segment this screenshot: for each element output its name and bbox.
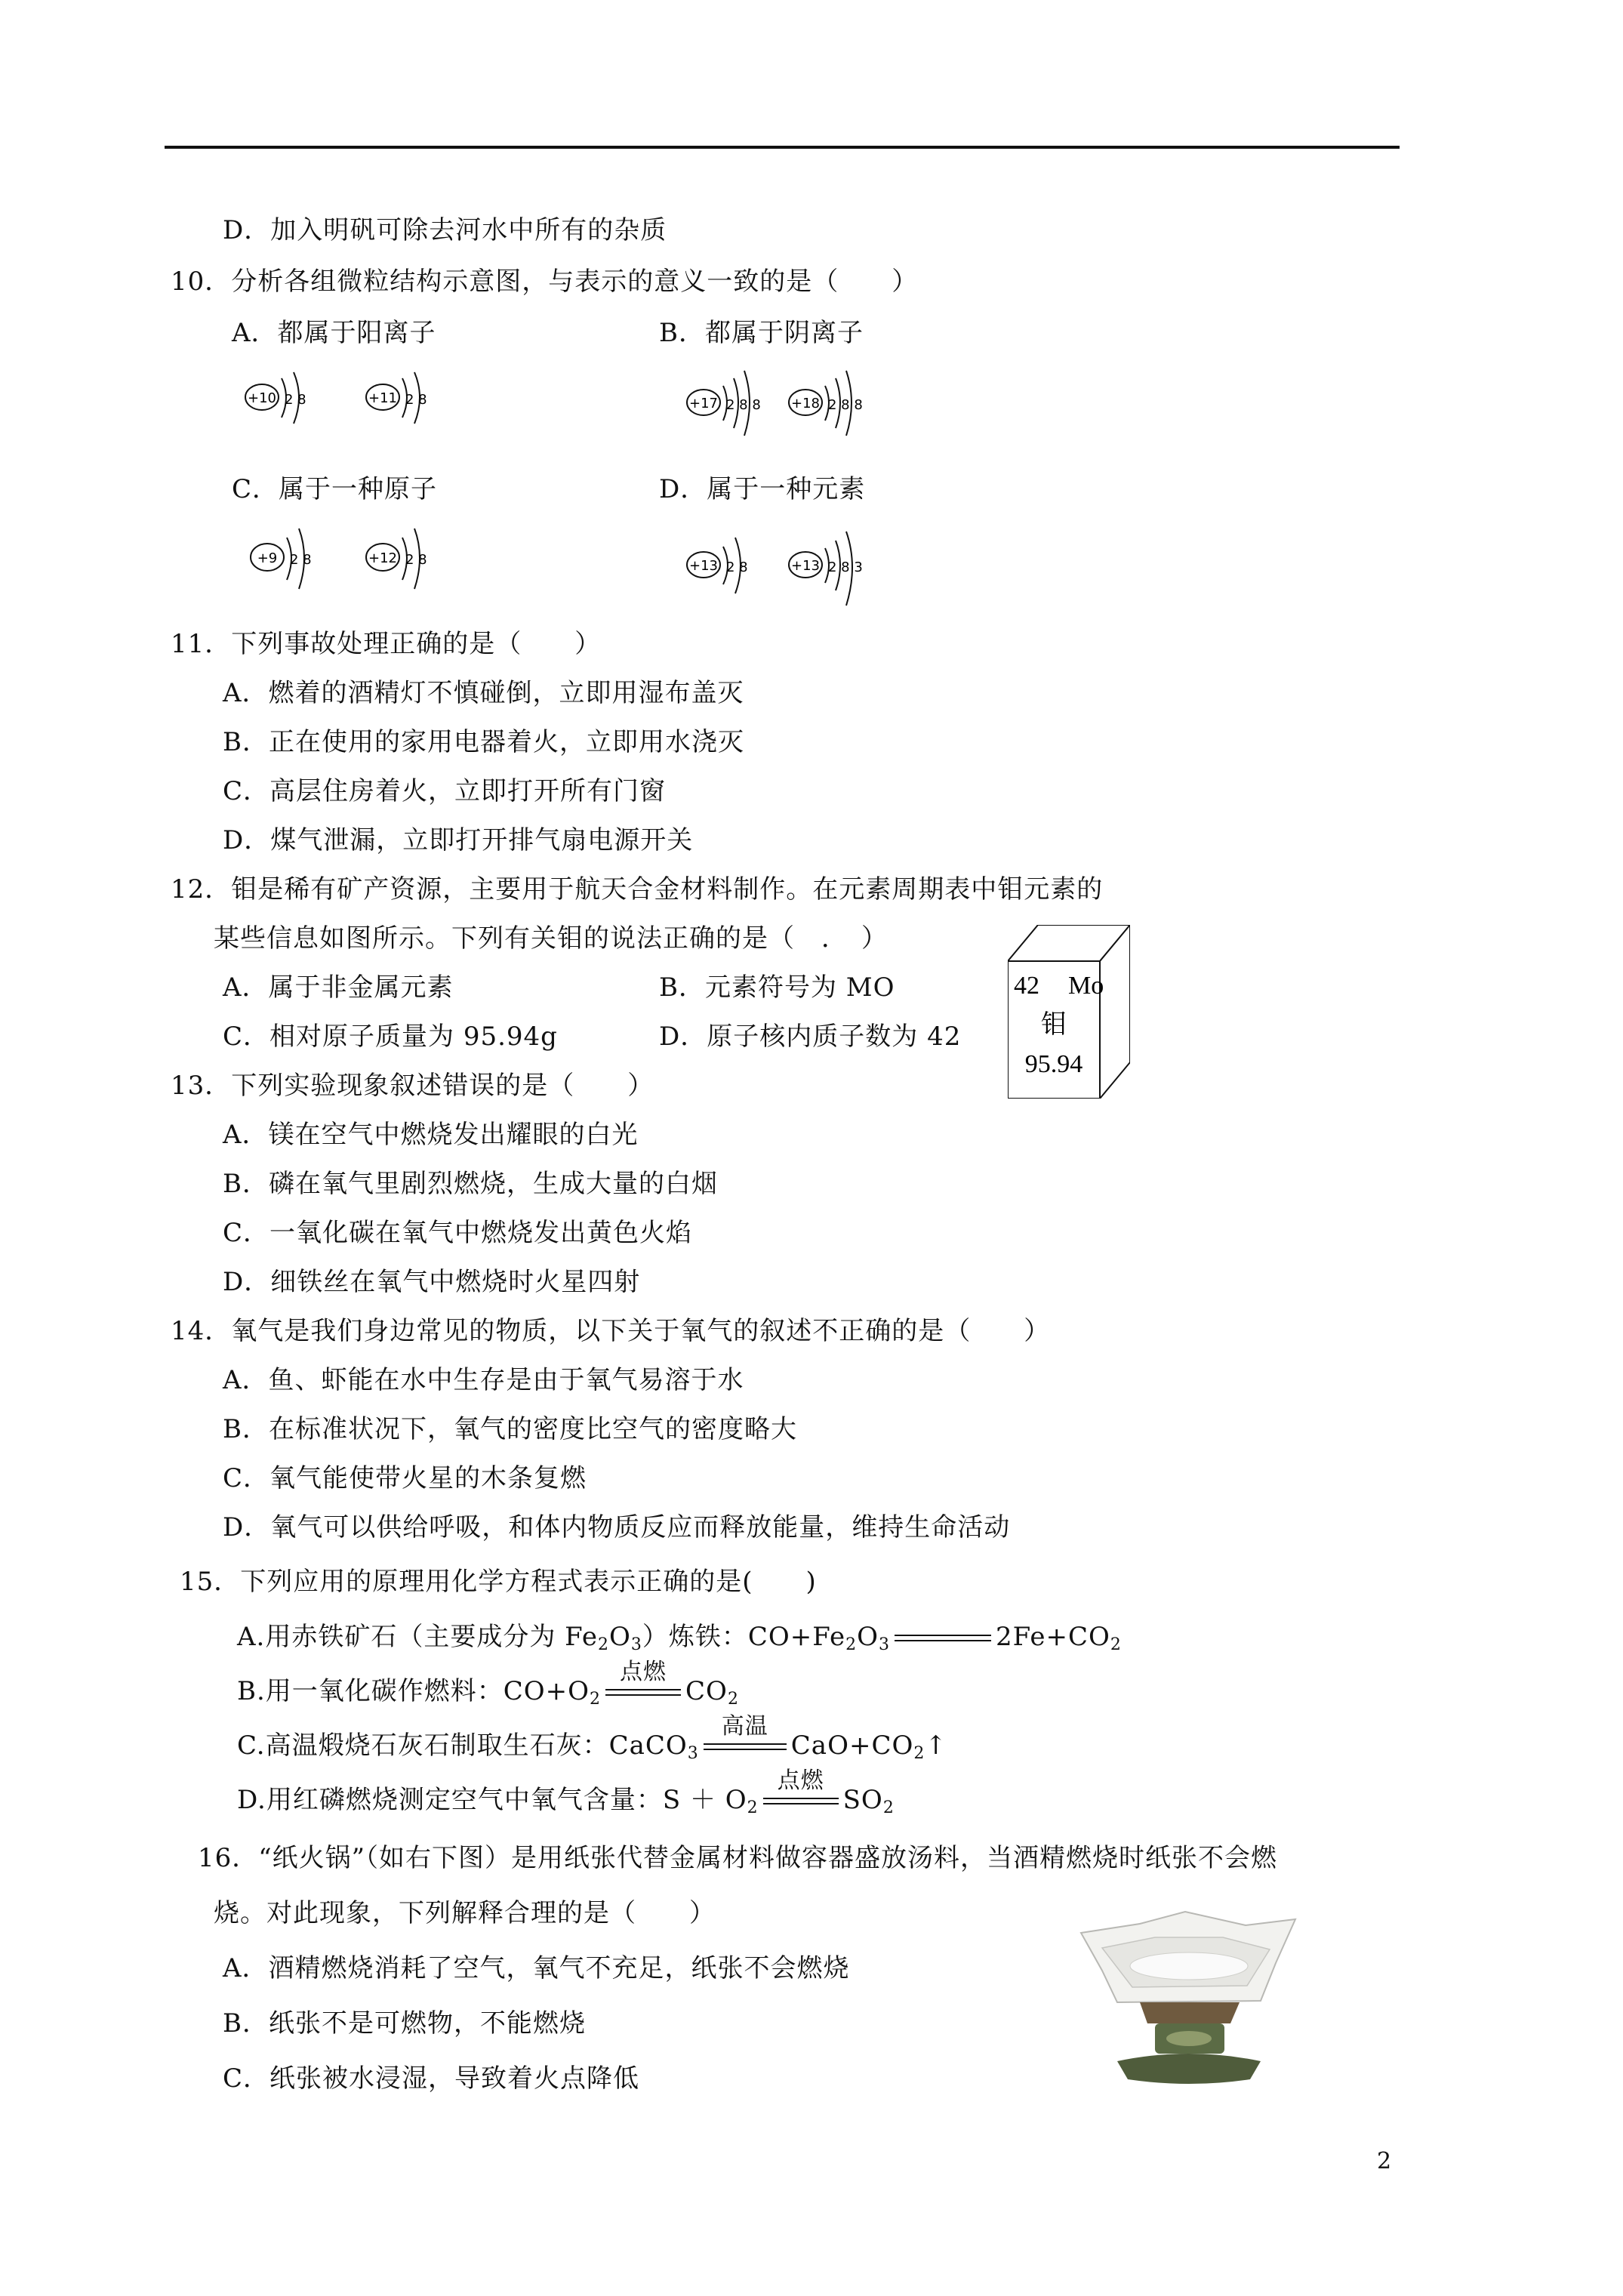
q14-option-c: C．氧气能使带火星的木条复燃 — [223, 1463, 587, 1493]
q10-option-c: C．属于一种原子 — [232, 474, 438, 504]
q16-stem-line1: 16．“纸火锅”（如右下图）是用纸张代替金属材料做容器盛放汤料，当酒精燃烧时纸张不会燃 — [198, 1843, 1278, 1873]
element-cell-molybdenum — [1008, 925, 1130, 1099]
cell-atomic-mass: 95.94 — [1024, 1050, 1083, 1078]
q15-option-d: D.用红磷燃烧测定空气中氧气含量：$S + O_2$ 点燃 $SO_2$ — [237, 1767, 895, 1817]
q12-stem-line2: 某些信息如图所示。下列有关钼的说法正确的是（ ． ） — [214, 923, 888, 954]
atom-diagram-a1 — [244, 365, 327, 436]
equals-sign-d: 点燃 — [763, 1792, 839, 1811]
d1-shells: 2 8 — [726, 559, 748, 575]
q15-option-c: C.高温煅烧石灰石制取生石灰：CaCO$_3$ 高温 $CaO+CO_2↑$ — [237, 1713, 947, 1763]
c1-shells: 2 8 — [290, 552, 312, 568]
q11-option-d: D．煤气泄漏，立即打开排气扇电源开关 — [223, 825, 694, 855]
a2-shells: 2 8 — [405, 392, 427, 408]
q14-option-a: A．鱼、虾能在水中生存是由于氧气易溶于水 — [223, 1365, 744, 1395]
b1-shells: 2 8 8 — [726, 397, 761, 413]
atom-diagram-d2 — [787, 527, 893, 613]
a1-shells: 2 8 — [285, 392, 306, 408]
q15-stem: 15．下列应用的原理用化学方程式表示正确的是( ) — [180, 1567, 817, 1597]
b2-shells: 2 8 8 — [828, 397, 863, 413]
b1-nucleus: +17 — [689, 396, 718, 411]
q11-option-a: A．燃着的酒精灯不慎碰倒，立即用湿布盖灭 — [223, 678, 744, 708]
q16-stem-line2: 烧。对此现象，下列解释合理的是（ ） — [214, 1898, 716, 1928]
d1-nucleus: +13 — [689, 558, 718, 574]
q15-option-b: B.用一氧化碳作燃料：$CO+O_2$ 点燃 $CO_2$ — [237, 1659, 739, 1709]
header-rule — [165, 146, 1400, 149]
atom-diagram-b2 — [787, 365, 885, 443]
c2-nucleus: +12 — [368, 550, 397, 566]
b2-nucleus: +18 — [791, 396, 820, 411]
atom-diagram-d1 — [685, 527, 768, 606]
q12-option-c: C．相对原子质量为 95.94g — [223, 1022, 558, 1052]
page-number: 2 — [1377, 2148, 1392, 2174]
q16-option-c: C．纸张被水浸湿，导致着火点降低 — [223, 2063, 640, 2094]
q12-option-d: D．原子核内质子数为 42 — [659, 1022, 962, 1052]
q13-stem: 13．下列实验现象叙述错误的是（ ） — [171, 1071, 654, 1101]
q14-option-d: D．氧气可以供给呼吸，和体内物质反应而释放能量，维持生命活动 — [223, 1512, 1011, 1542]
q12-option-a: A．属于非金属元素 — [223, 972, 454, 1003]
q13-option-b: B．磷在氧气里剧烈燃烧，生成大量的白烟 — [223, 1169, 718, 1199]
cell-symbol: Mo — [1068, 972, 1104, 1000]
q9-option-d: D．加入明矾可除去河水中所有的杂质 — [223, 215, 667, 245]
a2-nucleus: +11 — [368, 390, 397, 406]
equals-sign-c: 高温 — [704, 1737, 787, 1757]
q11-option-c: C．高层住房着火，立即打开所有门窗 — [223, 776, 667, 806]
cell-atomic-number: 42 — [1014, 972, 1039, 1000]
q10-option-a: A．都属于阳离子 — [232, 318, 436, 348]
q14-stem: 14．氧气是我们身边常见的物质，以下关于氧气的叙述不正确的是（ ） — [171, 1316, 1051, 1346]
q13-option-c: C．一氧化碳在氧气中燃烧发出黄色火焰 — [223, 1218, 693, 1248]
q12-stem-line1: 12．钼是稀有矿产资源，主要用于航天合金材料制作。在元素周期表中钼元素的 — [171, 874, 1104, 905]
q10-option-d: D．属于一种元素 — [659, 474, 866, 504]
q11-stem: 11．下列事故处理正确的是（ ） — [171, 629, 602, 659]
q11-option-b: B．正在使用的家用电器着火，立即用水浇灭 — [223, 727, 744, 757]
a1-nucleus: +10 — [248, 390, 276, 406]
paper-hotpot-photo — [1072, 1910, 1306, 2091]
q14-option-b: B．在标准状况下，氧气的密度比空气的密度略大 — [223, 1414, 797, 1444]
atom-diagram-a2 — [365, 365, 448, 436]
atom-diagram-c2 — [365, 519, 448, 598]
q10-option-b: B．都属于阴离子 — [659, 318, 864, 348]
q10-stem: 10．分析各组微粒结构示意图，与表示的意义一致的是（ ） — [171, 267, 919, 297]
atom-diagram-b1 — [685, 365, 784, 443]
cell-element-name: 钼 — [1041, 1009, 1067, 1040]
c1-nucleus: +9 — [257, 550, 278, 566]
equals-sign-b: 点燃 — [605, 1683, 681, 1703]
equals-sign-a — [895, 1629, 991, 1648]
atom-diagram-c1 — [249, 519, 332, 598]
q15-option-a: A.用赤铁矿石（主要成分为 $Fe_2O_3$）炼铁：$CO+Fe_2O_3$ $2Fe+CO_2$ — [237, 1622, 1122, 1654]
q12-option-b: B．元素符号为 MO — [659, 972, 895, 1003]
d2-shells: 2 8 3 — [828, 559, 863, 575]
d2-nucleus: +13 — [791, 558, 820, 574]
q16-option-a: A．酒精燃烧消耗了空气，氧气不充足，纸张不会燃烧 — [223, 1953, 850, 1983]
c2-shells: 2 8 — [405, 552, 427, 568]
q16-option-b: B．纸张不是可燃物，不能燃烧 — [223, 2008, 586, 2039]
q13-option-d: D．细铁丝在氧气中燃烧时火星四射 — [223, 1267, 641, 1297]
q13-option-a: A．镁在空气中燃烧发出耀眼的白光 — [223, 1120, 639, 1150]
